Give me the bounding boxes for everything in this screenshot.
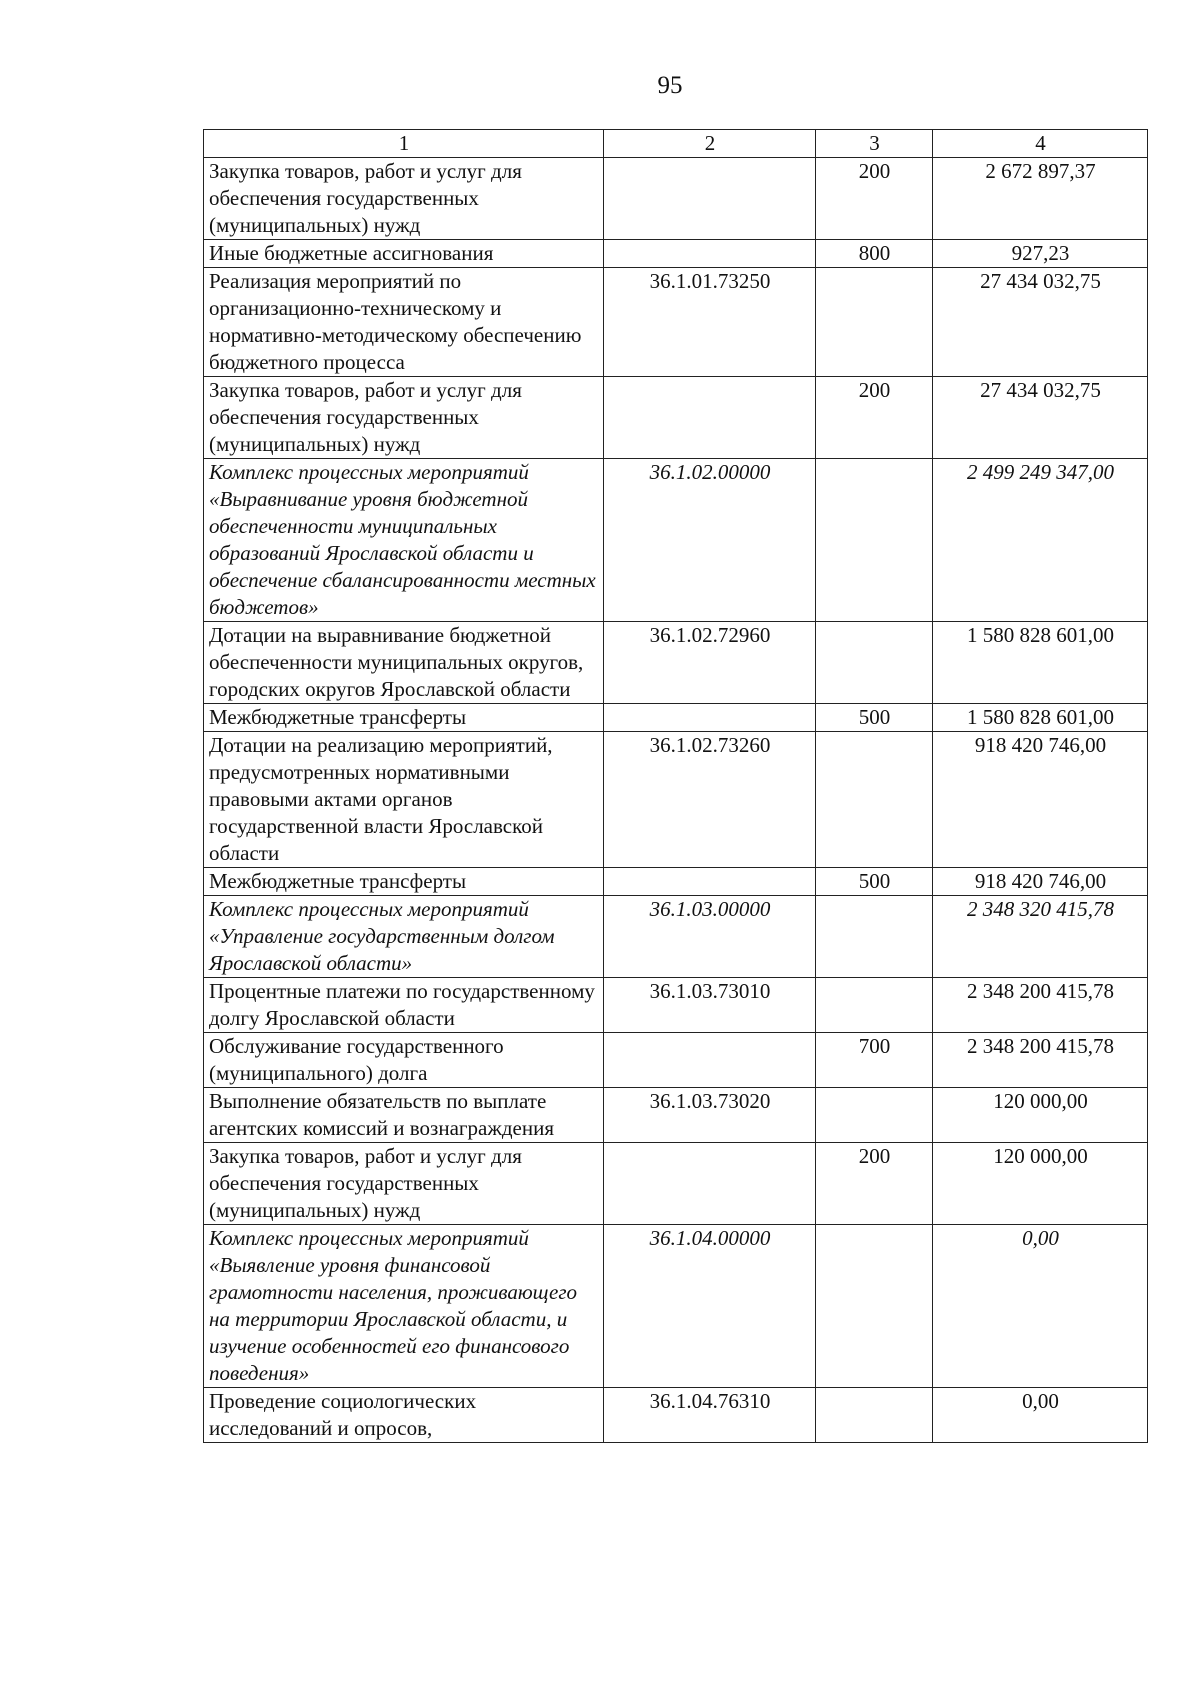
row-type-cell: 200 [816,158,933,240]
row-amount-cell: 918 420 746,00 [933,868,1148,896]
row-amount-cell: 927,23 [933,240,1148,268]
table-row [204,622,1148,704]
row-amount-cell: 0,00 [933,1388,1148,1443]
row-code-cell [604,1033,816,1088]
row-amount-cell: 120 000,00 [933,1143,1148,1225]
row-type-cell: 500 [816,704,933,732]
row-type-cell [816,1225,933,1388]
table-row [204,1033,1148,1088]
row-amount-cell: 1 580 828 601,00 [933,622,1148,704]
row-type-cell: 200 [816,1143,933,1225]
row-code-cell [604,1143,816,1225]
row-name-cell: Закупка товаров, работ и услуг для обеспечения государственных (муниципальных) нужд [204,158,604,240]
page-number: 95 [657,72,683,99]
header-col-1: 1 [204,130,604,158]
row-code-cell [604,868,816,896]
row-amount-cell: 27 434 032,75 [933,377,1148,459]
table-row [204,1088,1148,1143]
row-name-cell: Процентные платежи по государственному долгу Ярославской области [204,978,604,1033]
row-code-cell: 36.1.04.00000 [604,1225,816,1388]
row-type-cell: 700 [816,1033,933,1088]
table-row [204,459,1148,622]
row-name-cell: Проведение социологических исследований и опросов, [204,1388,604,1443]
row-code-cell: 36.1.02.00000 [604,459,816,622]
row-type-cell [816,268,933,377]
row-type-cell [816,622,933,704]
row-code-cell [604,158,816,240]
row-type-cell [816,978,933,1033]
row-name-cell: Выполнение обязательств по выплате агентских комиссий и вознаграждения [204,1088,604,1143]
row-code-cell [604,240,816,268]
table-row [204,240,1148,268]
row-amount-cell: 1 580 828 601,00 [933,704,1148,732]
row-name-cell: Дотации на реализацию мероприятий, предусмотренных нормативными правовыми актами органов государственной власти Ярославской области [204,732,604,868]
row-name-cell: Иные бюджетные ассигнования [204,240,604,268]
table-row [204,896,1148,978]
row-type-cell [816,459,933,622]
budget-table [203,129,1148,1443]
row-code-cell: 36.1.03.73010 [604,978,816,1033]
row-name-cell: Реализация мероприятий по организационно-техническому и нормативно-методическому обеспечению бюджетного процесса [204,268,604,377]
row-type-cell [816,1088,933,1143]
table-row [204,978,1148,1033]
row-name-cell: Комплекс процессных мероприятий «Управление государственным долгом Ярославской области» [204,896,604,978]
row-code-cell: 36.1.04.76310 [604,1388,816,1443]
table-row [204,1388,1148,1443]
row-amount-cell: 2 348 320 415,78 [933,896,1148,978]
table-row [204,732,1148,868]
row-name-cell: Межбюджетные трансферты [204,704,604,732]
table-row [204,1143,1148,1225]
row-code-cell [604,704,816,732]
row-type-cell: 800 [816,240,933,268]
row-code-cell [604,377,816,459]
row-type-cell: 500 [816,868,933,896]
row-code-cell: 36.1.02.73260 [604,732,816,868]
header-col-3: 3 [816,130,933,158]
table-header [204,130,1148,158]
row-name-cell: Комплекс процессных мероприятий «Выявление уровня финансовой грамотности населения, проживающего на территории Ярославской области, и изучение особенностей его финансового поведения» [204,1225,604,1388]
row-name-cell: Дотации на выравнивание бюджетной обеспеченности муниципальных округов, городских округов Ярославской области [204,622,604,704]
row-amount-cell: 2 348 200 415,78 [933,1033,1148,1088]
row-code-cell: 36.1.01.73250 [604,268,816,377]
row-name-cell: Межбюджетные трансферты [204,868,604,896]
row-amount-cell: 918 420 746,00 [933,732,1148,868]
row-type-cell [816,1388,933,1443]
row-amount-cell: 120 000,00 [933,1088,1148,1143]
header-col-2: 2 [604,130,816,158]
row-name-cell: Закупка товаров, работ и услуг для обеспечения государственных (муниципальных) нужд [204,1143,604,1225]
table-row [204,158,1148,240]
table-body [204,158,1148,1443]
row-code-cell: 36.1.03.00000 [604,896,816,978]
row-type-cell [816,732,933,868]
row-name-cell: Закупка товаров, работ и услуг для обеспечения государственных (муниципальных) нужд [204,377,604,459]
table-row [204,1225,1148,1388]
row-amount-cell: 2 499 249 347,00 [933,459,1148,622]
table-row [204,377,1148,459]
row-type-cell: 200 [816,377,933,459]
row-amount-cell: 0,00 [933,1225,1148,1388]
row-amount-cell: 27 434 032,75 [933,268,1148,377]
row-code-cell: 36.1.03.73020 [604,1088,816,1143]
row-name-cell: Обслуживание государственного (муниципального) долга [204,1033,604,1088]
table-row [204,704,1148,732]
header-row [204,130,1148,158]
row-code-cell: 36.1.02.72960 [604,622,816,704]
table-row [204,868,1148,896]
header-col-4: 4 [933,130,1148,158]
row-type-cell [816,896,933,978]
row-amount-cell: 2 672 897,37 [933,158,1148,240]
row-name-cell: Комплекс процессных мероприятий «Выравнивание уровня бюджетной обеспеченности муниципальных образований Ярославской области и обеспечение сбалансированности местных бюджетов» [204,459,604,622]
row-amount-cell: 2 348 200 415,78 [933,978,1148,1033]
table-row [204,268,1148,377]
